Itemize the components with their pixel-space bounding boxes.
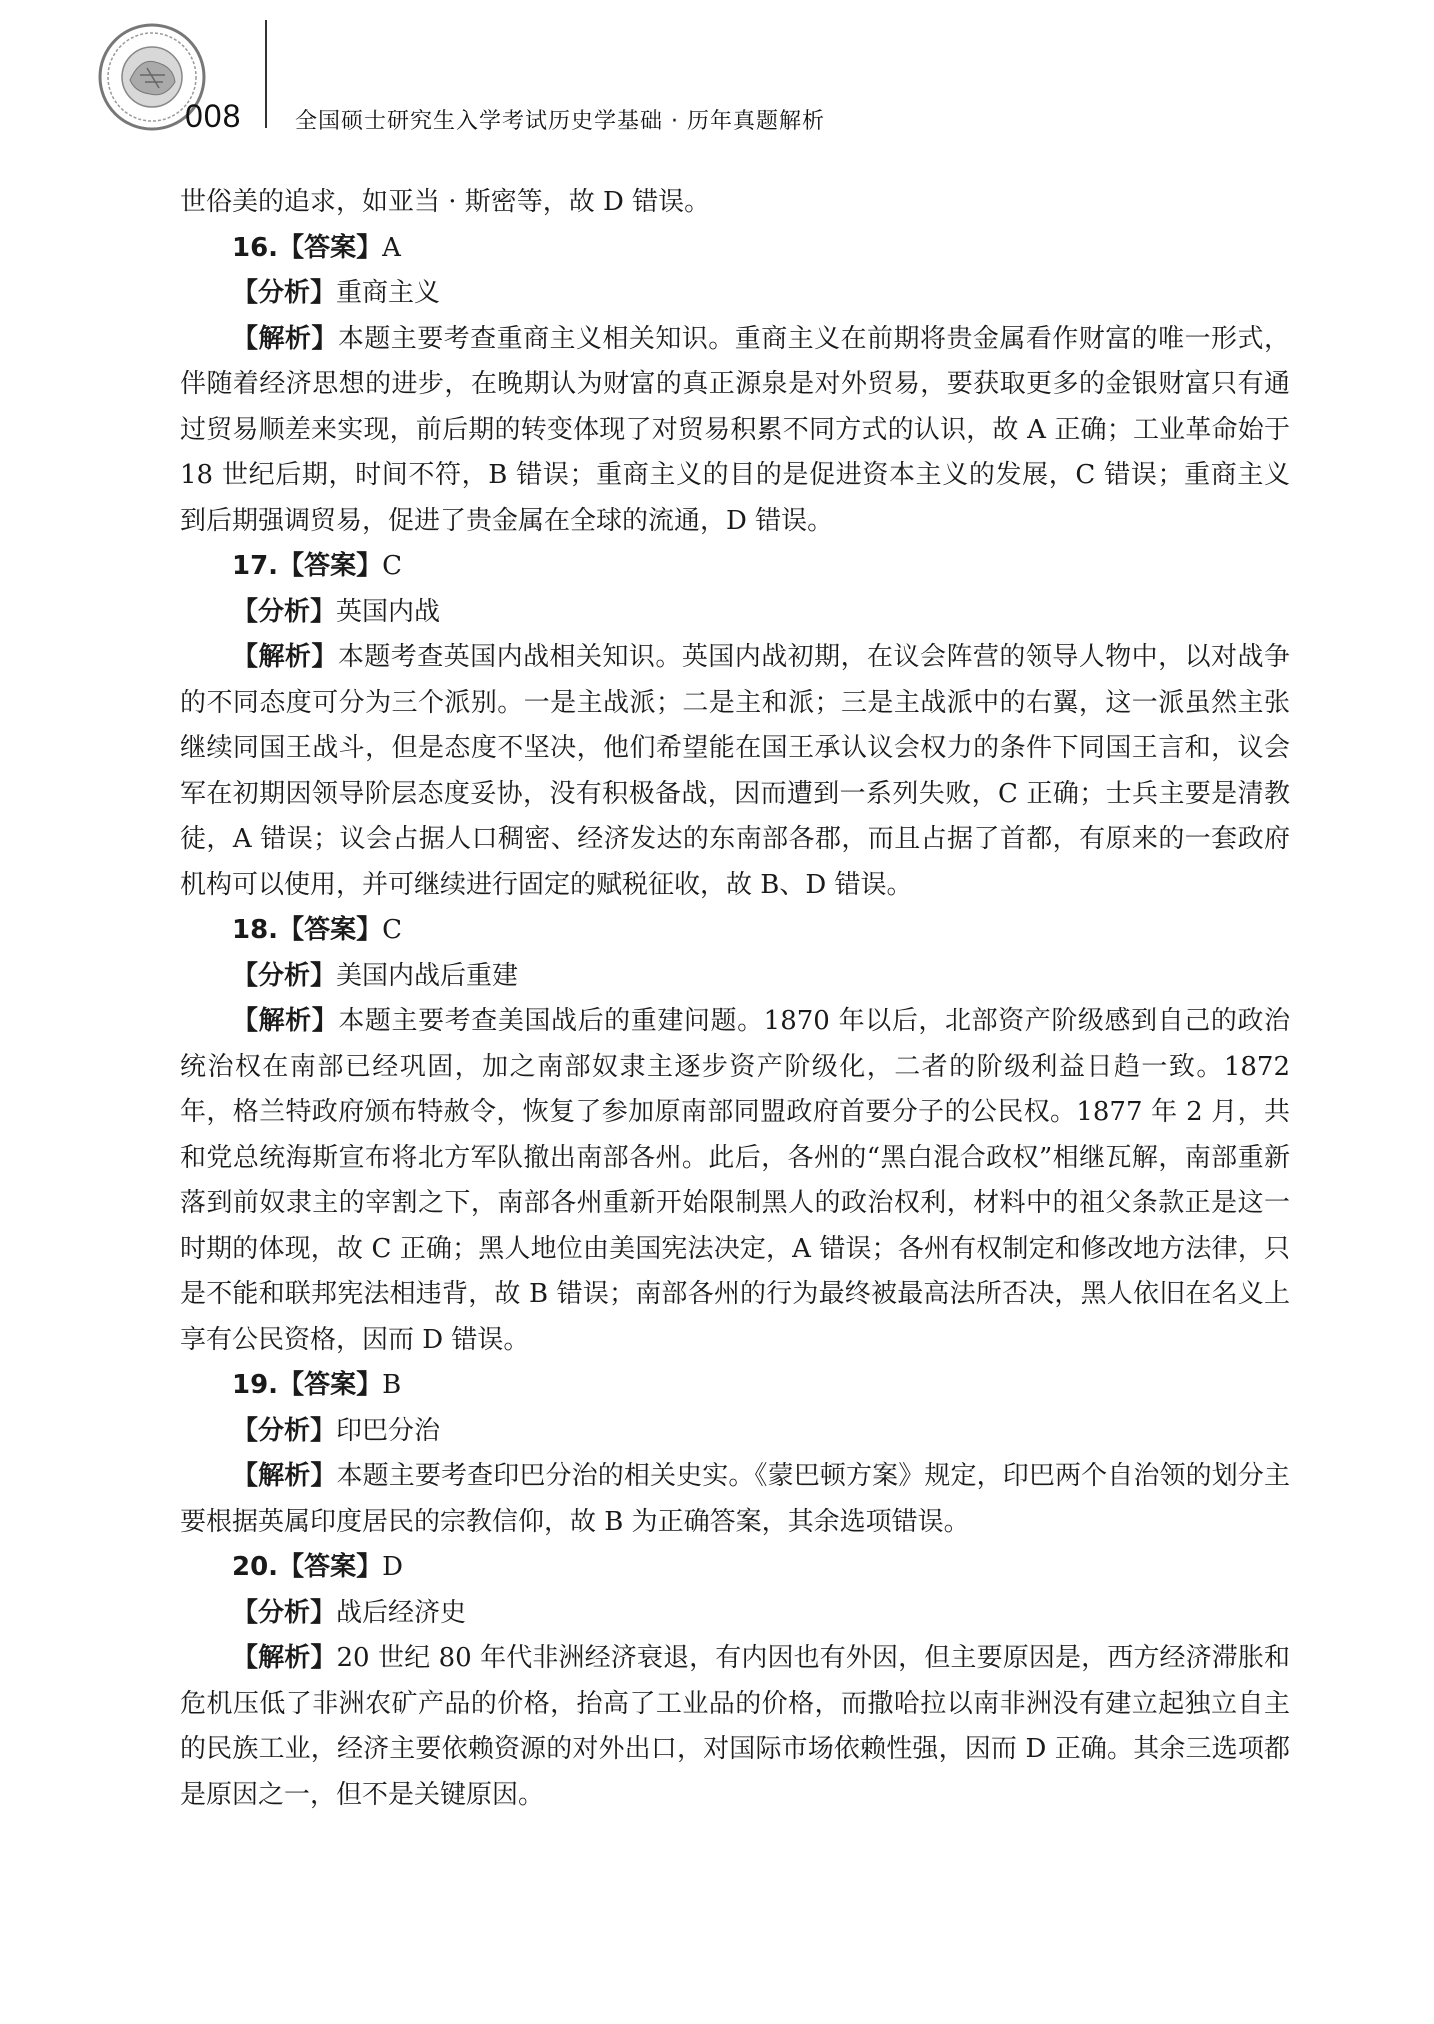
- analysis-tag: 【分析】: [232, 278, 337, 308]
- answer-line: [180, 908, 1290, 954]
- analysis-text: 英国内战: [336, 596, 441, 627]
- analysis-tag: 【分析】: [232, 596, 337, 627]
- analysis-tag: 【分析】: [232, 1597, 337, 1628]
- page-number: 008: [185, 98, 242, 134]
- question-number: 19.: [232, 1370, 279, 1400]
- header-divider: [265, 20, 267, 128]
- explanation-text: 20 世纪 80 年代非洲经济衰退，有内因也有外因，但主要原因是，西方经济滞胀和危机压低了非洲农矿产品的价格，抬高了工业品的价格，而撒哈拉以南非洲没有建立起独立自主的民族工业，经济主要依赖资源的对外出口，对国际市场依赖性强，因而 D 正确。其余三选项都是原因之一，但不是关键原因。: [180, 1643, 1290, 1810]
- analysis-line: [180, 1591, 1290, 1637]
- analysis-text: 印巴分治: [336, 1415, 441, 1446]
- analysis-text: 战后经济史: [336, 1597, 467, 1628]
- analysis-line: [180, 954, 1290, 1000]
- analysis-text: 重商主义: [336, 278, 441, 308]
- answer-value: C: [382, 915, 402, 945]
- answer-line: [180, 1545, 1290, 1591]
- answer-value: D: [382, 1552, 403, 1582]
- question-number: 16.: [232, 232, 279, 263]
- explanation-tag: 【解析】: [232, 1006, 339, 1036]
- page-body: [180, 180, 1290, 1818]
- analysis-line: [180, 271, 1290, 317]
- analysis-text: 美国内战后重建: [336, 960, 519, 991]
- explanation-tag: 【解析】: [232, 1643, 337, 1673]
- answer-tag: 【答案】: [278, 232, 383, 263]
- continuation-paragraph: 世俗美的追求，如亚当 · 斯密等，故 D 错误。: [180, 187, 711, 217]
- question-number: 20.: [232, 1552, 279, 1582]
- explanation-paragraph: [180, 635, 1290, 908]
- answer-line: [180, 544, 1290, 590]
- analysis-line: [180, 1409, 1290, 1455]
- answer-line: [180, 1363, 1290, 1409]
- explanation-paragraph: [180, 999, 1290, 1363]
- question-number: 18.: [232, 915, 279, 945]
- answer-tag: 【答案】: [278, 1370, 383, 1400]
- answer-line: [180, 226, 1290, 272]
- explanation-text: 本题主要考查美国战后的重建问题。1870 年以后，北部资产阶级感到自己的政治统治权在南部已经巩固，加之南部奴隶主逐步资产阶级化，二者的阶级利益日趋一致。1872 年，格兰特政府颁布特赦令，恢复了参加原南部同盟政府首要分子的公民权。1877 年 2 月，共和党总统海斯宣布将北方军队撤出南部各州。此后，各州的“黑白混合政权”相继瓦解，南部重新落到前奴隶主的宰割之下，南部各州重新开始限制黑人的政治权利，材料中的祖父条款正是这一时期的体现，故 C 正确；黑人地位由美国宪法决定，A 错误；各州有权制定和修改地方法律，只是不能和联邦宪法相违背，故 B 错误；南部各州的行为最终被最高法所否决，黑人依旧在名义上享有公民资格，因而 D 错误。: [180, 1006, 1290, 1355]
- explanation-tag: 【解析】: [232, 642, 338, 672]
- answer-tag: 【答案】: [278, 551, 383, 581]
- explanation-paragraph: [180, 317, 1290, 545]
- analysis-line: [180, 590, 1290, 636]
- question-number: 17.: [232, 551, 279, 581]
- answer-value: B: [382, 1370, 402, 1400]
- analysis-tag: 【分析】: [232, 960, 337, 991]
- explanation-tag: 【解析】: [232, 1461, 337, 1491]
- answer-value: A: [382, 232, 401, 263]
- explanation-paragraph: [180, 1454, 1290, 1545]
- answer-tag: 【答案】: [278, 915, 383, 945]
- page-header: [95, 20, 1335, 140]
- answer-value: C: [382, 551, 402, 581]
- explanation-text: 本题考查英国内战相关知识。英国内战初期，在议会阵营的领导人物中，以对战争的不同态度可分为三个派别。一是主战派；二是主和派；三是主战派中的右翼，这一派虽然主张继续同国王战斗，但是态度不坚决，他们希望能在国王承认议会权力的条件下同国王言和，议会军在初期因领导阶层态度妥协，没有积极备战，因而遭到一系列失败，C 正确；士兵主要是清教徒，A 错误；议会占据人口稠密、经济发达的东南部各郡，而且占据了首都，有原来的一套政府机构可以使用，并可继续进行固定的赋税征收，故 B、D 错误。: [180, 642, 1290, 900]
- analysis-tag: 【分析】: [232, 1415, 337, 1446]
- answer-tag: 【答案】: [278, 1552, 383, 1582]
- explanation-text: 本题主要考查印巴分治的相关史实。《蒙巴顿方案》规定，印巴两个自治领的划分主要根据英属印度居民的宗教信仰，故 B 为正确答案，其余选项错误。: [180, 1461, 1290, 1537]
- explanation-tag: 【解析】: [232, 323, 338, 354]
- explanation-paragraph: [180, 1636, 1290, 1818]
- running-title: 全国硕士研究生入学考试历史学基础 · 历年真题解析: [295, 109, 825, 134]
- explanation-text: 本题主要考查重商主义相关知识。重商主义在前期将贵金属看作财富的唯一形式，伴随着经济思想的进步，在晚期认为财富的真正源泉是对外贸易，要获取更多的金银财富只有通过贸易顺差来实现，前后期的转变体现了对贸易积累不同方式的认识，故 A 正确；工业革命始于 18 世纪后期，时间不符，B 错误；重商主义的目的是促进资本主义的发展，C 错误；重商主义到后期强调贸易，促进了贵金属在全球的流通，D 错误。: [180, 323, 1290, 536]
